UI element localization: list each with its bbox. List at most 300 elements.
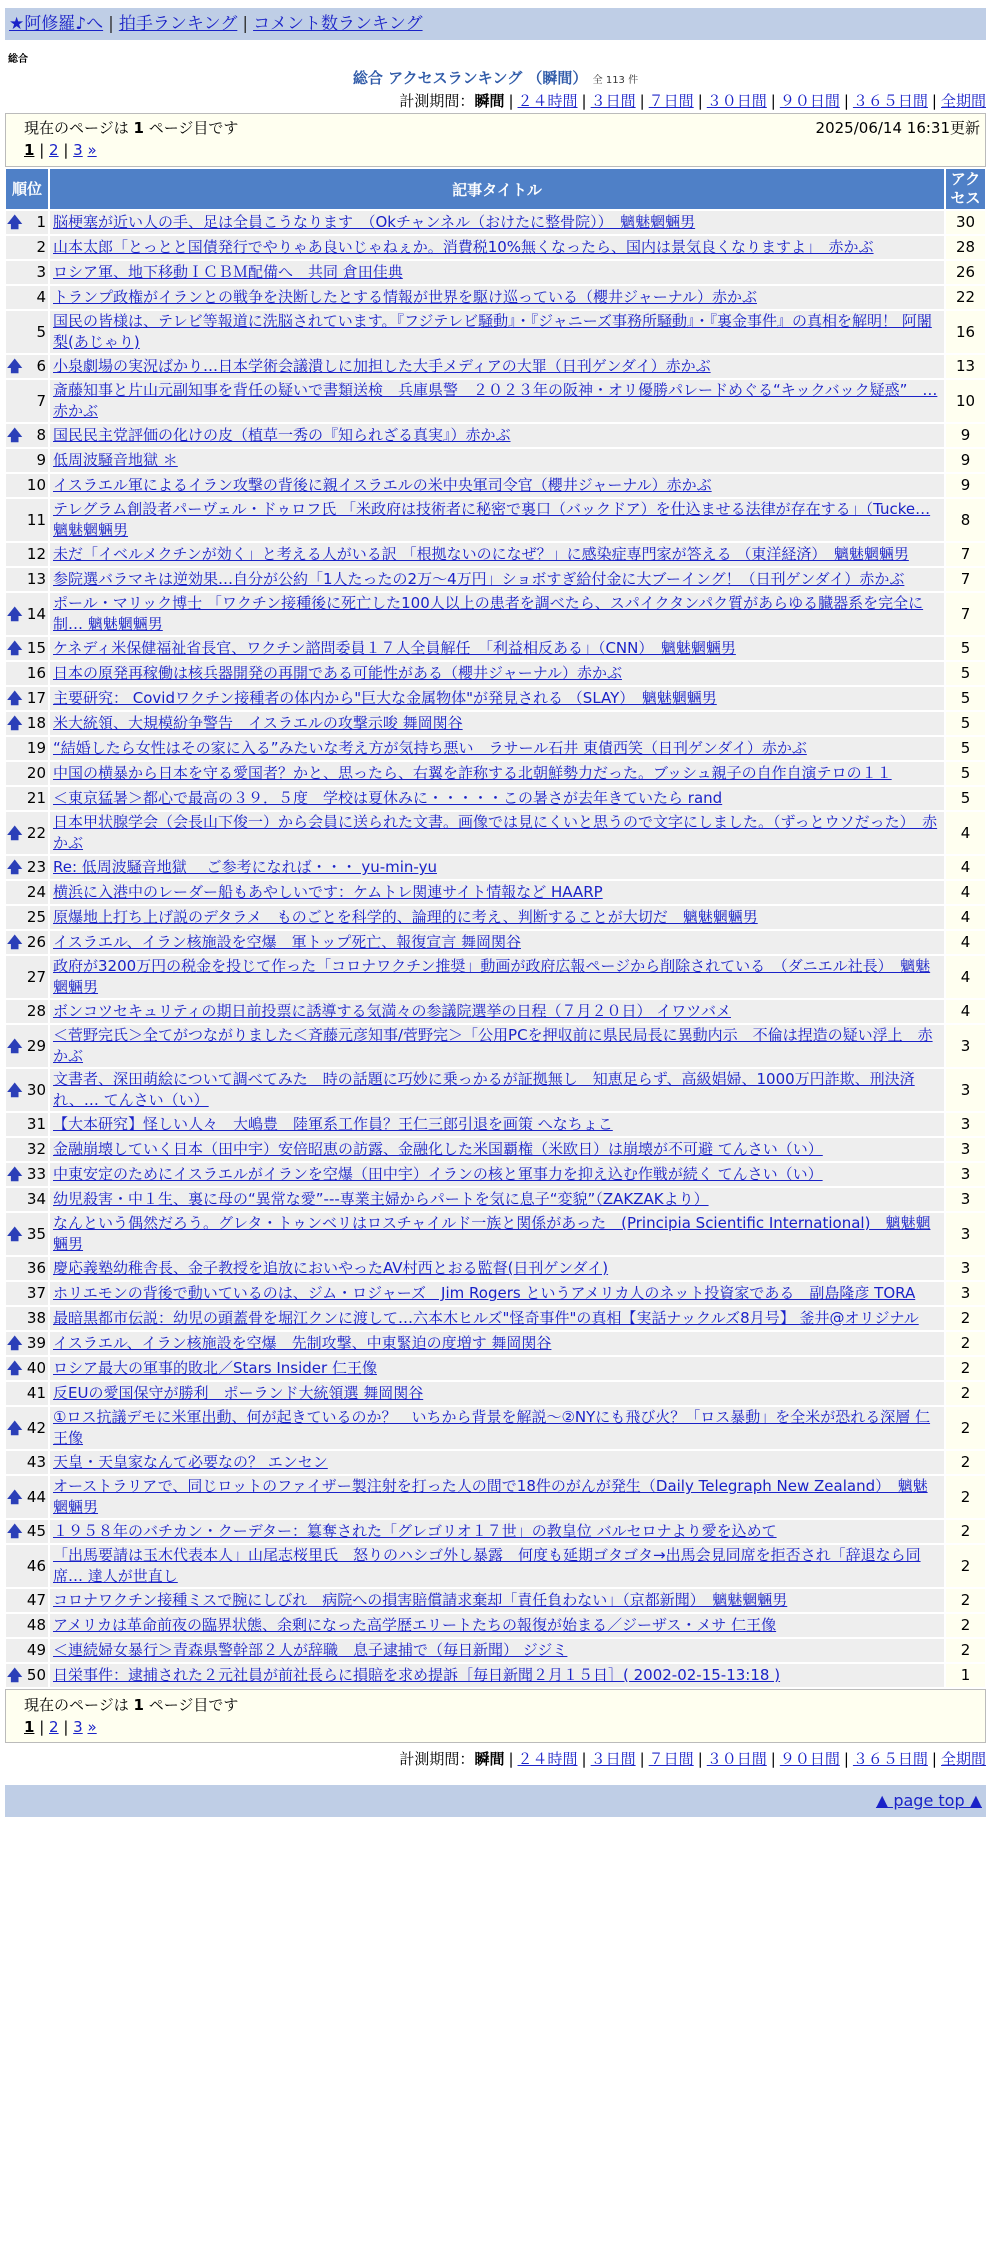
next-page-link[interactable]: » — [87, 1718, 97, 1736]
title-cell — [50, 1025, 944, 1067]
article-title-link[interactable]: 中国の横暴から日本を守る愛国者？かと、思ったら、右翼を詐称する北朝鮮勢力だった。ブッシュ親子の自作自演テロの１１ — [53, 764, 892, 782]
page-top-link[interactable]: ▲ page top ▲ — [875, 1791, 982, 1810]
rank-cell — [6, 1138, 48, 1161]
rank-cell — [6, 424, 48, 447]
rank-number: 46 — [26, 1556, 46, 1575]
period-current: 瞬間 — [474, 92, 505, 110]
rank-number: 49 — [26, 1641, 46, 1659]
rank-cell — [6, 236, 48, 259]
article-title-link[interactable]: コロナワクチン接種ミスで腕にしびれ 病院への損害賠償請求棄却「責任負わない」（京都新聞） 魑魅魍魎男 — [53, 1591, 788, 1609]
table-row — [6, 499, 985, 541]
rank-up-arrow-icon: 🡅 — [7, 213, 23, 231]
rank-number: 10 — [26, 476, 46, 494]
access-count: 26 — [946, 261, 985, 284]
table-header-row — [6, 169, 985, 209]
access-count: 16 — [946, 311, 985, 353]
rank-cell — [6, 1664, 48, 1687]
rank-cell — [6, 1614, 48, 1637]
rank-up-arrow-icon: 🡅 — [7, 689, 23, 707]
rank-cell — [6, 1476, 48, 1518]
access-count: 5 — [946, 762, 985, 785]
table-row — [6, 1545, 985, 1587]
rank-up-arrow-icon: 🡅 — [7, 933, 23, 951]
nav-separator: | — [108, 14, 114, 34]
article-title-link[interactable]: テレグラム創設者パーヴェル・ドゥロフ氏 「米政府は技術者に秘密で裏口（バックドア）を仕込ませる法律が存在する」（Tucke… 魑魅魍魎男 — [53, 500, 931, 539]
rank-column-header: 順位 — [6, 169, 48, 209]
article-title-link[interactable]: イスラエル、イラン核施設を空爆 先制攻撃、中東緊迫の度増す 舞岡関谷 — [53, 1334, 552, 1352]
category-label: 総合 — [8, 54, 28, 65]
table-row — [6, 1000, 985, 1023]
table-row — [6, 931, 985, 954]
rank-number: 24 — [26, 883, 46, 901]
period-separator: | — [639, 92, 645, 110]
period-option-link[interactable]: 全期間 — [940, 92, 986, 110]
table-row — [6, 568, 985, 591]
pagination-top — [24, 141, 97, 159]
rank-up-arrow-icon: 🡅 — [7, 1080, 23, 1099]
rank-cell — [6, 956, 48, 998]
rank-up-arrow-icon: 🡅 — [7, 1165, 23, 1183]
rank-cell — [6, 687, 48, 710]
period-option-link[interactable]: ７日間 — [648, 1750, 694, 1768]
asyura-home-link[interactable]: ★阿修羅♪へ — [9, 14, 104, 34]
rank-cell — [6, 931, 48, 954]
rank-cell — [6, 499, 48, 541]
article-title-link[interactable]: ホリエモンの背後で動いているのは、ジム・ロジャーズ Jim Rogers というアメリカ人のネット投資家である 副島隆彦 TORA — [53, 1284, 916, 1302]
pager-separator: | — [34, 141, 50, 159]
access-count: 22 — [946, 286, 985, 309]
clap-ranking-link[interactable]: 拍手ランキング — [118, 14, 238, 34]
period-option-link[interactable]: ３０日間 — [706, 92, 767, 110]
period-separator: | — [581, 1750, 587, 1768]
table-row — [6, 687, 985, 710]
article-title-link[interactable]: オーストラリアで、同じロットのファイザー製注射を打った人の間で18件のがんが発生（Daily Telegraph New Zealand） 魑魅魍魎男 — [53, 1477, 928, 1516]
rank-cell — [6, 261, 48, 284]
article-title-link[interactable]: 脳梗塞が近い人の手、足は全員こうなります （Okチャンネル（おけたに整骨院）） 魑魅魍魎男 — [53, 213, 696, 231]
table-row — [6, 286, 985, 309]
table-row — [6, 424, 985, 447]
access-count: 2 — [946, 1589, 985, 1612]
rank-up-arrow-icon: 🡅 — [7, 1418, 23, 1437]
article-title-link[interactable]: 国民の皆様は、テレビ等報道に洗脳されています。『フジテレビ騒動』・『ジャニーズ事務所騒動』・『裏金事件』の真相を解明！ 阿闍梨(あじゃり) — [53, 312, 932, 351]
period-option-link[interactable]: ３日間 — [590, 1750, 636, 1768]
rank-number: 39 — [26, 1334, 46, 1352]
table-row — [6, 956, 985, 998]
page-link[interactable]: 3 — [73, 141, 83, 159]
article-title-link[interactable]: 【大本研究】怪しい人々 大嶋豊 陸軍系工作員？王仁三郎引退を画策 へなちょこ — [53, 1115, 613, 1133]
table-row — [6, 1282, 985, 1305]
title-cell — [50, 380, 944, 422]
table-row — [6, 856, 985, 879]
article-title-link[interactable]: ケネディ米保健福祉省長官、ワクチン諮問委員１７人全員解任 「利益相反ある」（CNN） 魑魅魍魎男 — [53, 639, 736, 657]
table-row — [6, 380, 985, 422]
rank-cell — [6, 762, 48, 785]
rank-cell — [6, 737, 48, 760]
rank-cell — [6, 1213, 48, 1255]
table-row — [6, 812, 985, 854]
title-cell — [50, 1138, 944, 1161]
table-row — [6, 1382, 985, 1405]
rank-cell — [6, 1357, 48, 1380]
article-title-link[interactable]: 幼児殺害・中１生、裏に母の“異常な愛”---専業主婦からパートを気に息子“変貌”（ZAKZAKより） — [53, 1190, 709, 1208]
table-row — [6, 1407, 985, 1449]
access-count: 2 — [946, 1407, 985, 1449]
rank-number: 18 — [26, 714, 46, 732]
table-row — [6, 355, 985, 378]
title-cell — [50, 1545, 944, 1587]
access-count: 3 — [946, 1213, 985, 1255]
rank-cell — [6, 380, 48, 422]
access-count: 3 — [946, 1025, 985, 1067]
access-count: 4 — [946, 1000, 985, 1023]
article-title-link[interactable]: 米大統領、大規模紛争警告 イスラエルの攻撃示唆 舞岡関谷 — [53, 714, 463, 732]
rank-cell — [6, 1639, 48, 1662]
access-count: 30 — [946, 211, 985, 234]
title-cell — [50, 1589, 944, 1612]
rank-cell — [6, 543, 48, 566]
rank-cell — [6, 787, 48, 810]
title-cell — [50, 543, 944, 566]
article-title-link[interactable]: ロシア最大の軍事的敗北／Stars Insider 仁王像 — [53, 1359, 377, 1377]
rank-number: 19 — [26, 739, 46, 757]
article-title-link[interactable]: ロシア軍、地下移動ＩＣＢＭ配備へ 共同 倉田佳典 — [53, 263, 403, 281]
access-count: 4 — [946, 856, 985, 879]
rank-cell — [6, 712, 48, 735]
article-title-link[interactable]: 日本甲状腺学会（会長山下俊一）から会員に送られた文書。画像では見にくいと思うので文字にしました。（ずっとウソだった） 赤かぶ — [53, 813, 938, 852]
rank-number: 7 — [36, 391, 46, 410]
rank-cell — [6, 286, 48, 309]
page-info-bottom — [5, 1689, 986, 1743]
rank-number: 37 — [26, 1284, 46, 1302]
table-row — [6, 1664, 985, 1687]
rank-cell — [6, 1332, 48, 1355]
article-title-link[interactable]: 低周波騒音地獄 ＊ — [53, 451, 178, 469]
rank-number: 11 — [26, 510, 46, 529]
rank-number: 9 — [36, 451, 46, 469]
article-title-link[interactable]: １９５８年のバチカン・クーデター：簒奪された「グレゴリオ１７世」の教皇位 バルセロナより愛を込めて — [53, 1522, 777, 1540]
article-title-link[interactable]: 参院選バラマキは逆効果…自分が公約「1人たったの2万～4万円」ショボすぎ給付金に大ブーイング！（日刊ゲンダイ）赤かぶ — [53, 570, 905, 588]
title-cell — [50, 286, 944, 309]
access-count: 2 — [946, 1382, 985, 1405]
period-option-link[interactable]: ７日間 — [648, 92, 694, 110]
rank-cell — [6, 1282, 48, 1305]
rank-number: 31 — [26, 1115, 46, 1133]
rank-number: 6 — [36, 357, 46, 375]
rank-number: 17 — [26, 689, 46, 707]
title-cell — [50, 762, 944, 785]
rank-cell — [6, 1407, 48, 1449]
title-cell — [50, 355, 944, 378]
rank-up-arrow-icon: 🡅 — [7, 1522, 23, 1540]
table-row — [6, 543, 985, 566]
access-count: 2 — [946, 1545, 985, 1587]
page-link[interactable]: 3 — [73, 1718, 83, 1736]
period-label: 計測期間： — [399, 92, 475, 110]
title-cell — [50, 499, 944, 541]
current-page-number: 1 — [24, 1718, 35, 1736]
rank-number: 5 — [36, 322, 46, 341]
rank-up-arrow-icon: 🡅 — [7, 426, 23, 444]
table-row — [6, 1307, 985, 1330]
rank-number: 43 — [26, 1453, 46, 1471]
rank-up-arrow-icon: 🡅 — [7, 714, 23, 732]
title-cell — [50, 906, 944, 929]
title-cell — [50, 1382, 944, 1405]
table-row — [6, 1257, 985, 1280]
title-cell — [50, 1213, 944, 1255]
table-row — [6, 906, 985, 929]
title-column-header: 記事タイトル — [50, 169, 944, 209]
rank-cell — [6, 1451, 48, 1474]
table-row — [6, 637, 985, 660]
article-title-link[interactable]: 反EUの愛国保守が勝利 ポーランド大統領選 舞岡関谷 — [53, 1384, 424, 1402]
rank-number: 34 — [26, 1190, 46, 1208]
access-count: 3 — [946, 1138, 985, 1161]
title-cell — [50, 474, 944, 497]
article-title-link[interactable]: 「出馬要請は玉木代表本人」山尾志桜里氏 怒りのハシゴ外し暴露 何度も延期ゴタゴタ→出馬会見同席を拒否され「辞退なら同席… 達人が世直し — [53, 1546, 921, 1585]
table-row — [6, 1520, 985, 1543]
access-count: 7 — [946, 568, 985, 591]
article-title-link[interactable]: 慶応義塾幼稚舎長、金子教授を追放においやったAV村西とおる監督(日刊ゲンダイ) — [53, 1259, 609, 1277]
table-row — [6, 1113, 985, 1136]
period-separator: | — [843, 1750, 849, 1768]
table-row — [6, 737, 985, 760]
page-link[interactable]: 2 — [49, 141, 59, 159]
access-count: 2 — [946, 1357, 985, 1380]
period-option-link[interactable]: ９０日間 — [779, 92, 840, 110]
rank-cell — [6, 1188, 48, 1211]
page-link[interactable]: 2 — [49, 1718, 59, 1736]
table-row — [6, 1188, 985, 1211]
period-separator: | — [843, 92, 849, 110]
article-title-link[interactable]: 国民民主党評価の化けの皮（植草一秀の『知られざる真実』）赤かぶ — [53, 426, 511, 444]
access-count: 2 — [946, 1451, 985, 1474]
table-row — [6, 1025, 985, 1067]
rank-up-arrow-icon: 🡅 — [7, 1224, 23, 1243]
page-info-top — [5, 113, 986, 167]
period-separator: | — [581, 92, 587, 110]
article-title-link[interactable]: 日本の原発再稼働は核兵器開発の再開である可能性がある（櫻井ジャーナル）赤かぶ — [53, 664, 622, 682]
article-title-link[interactable]: ＜東京猛暑＞都心で最高の３９．５度 学校は夏休みに・・・・・この暑さが去年きていたら rand — [53, 789, 723, 807]
rank-up-arrow-icon: 🡅 — [7, 858, 23, 876]
article-title-link[interactable]: 山本太郎「とっとと国債発行でやりゃあ良いじゃねぇか。消費税10%無くなったら、国内は景気良くなりますよ」 赤かぶ — [53, 238, 874, 256]
page-title — [5, 67, 986, 89]
title-cell — [50, 881, 944, 904]
rank-cell — [6, 906, 48, 929]
article-title-link[interactable]: 斎藤知事と片山元副知事を背任の疑いで書類送検 兵庫県警 ２０２３年の阪神・オリ優勝パレードめぐる“キックバック疑惑” … 赤かぶ — [53, 381, 938, 420]
article-title-link[interactable]: 主要研究： Covidワクチン接種者の体内から"巨大な金属物体"が発見される （SLAY） 魑魅魍魎男 — [53, 689, 717, 707]
article-title-link[interactable]: アメリカは革命前夜の臨界状態、余剰になった高学歴エリートたちの報復が始まる／ジーザス・メサ 仁王像 — [53, 1616, 777, 1634]
article-title-link[interactable]: “結婚したら女性はその家に入る”みたいな考え方が気持ち悪い ラサール石井 東債西笑（日刊ゲンダイ）赤かぶ — [53, 739, 807, 757]
title-cell — [50, 1069, 944, 1111]
rank-cell — [6, 355, 48, 378]
rank-up-arrow-icon: 🡅 — [7, 1487, 23, 1506]
rank-number: 15 — [26, 639, 46, 657]
period-option-link[interactable]: ９０日間 — [779, 1750, 840, 1768]
table-row — [6, 662, 985, 685]
access-count: 5 — [946, 787, 985, 810]
title-cell — [50, 787, 944, 810]
table-row — [6, 311, 985, 353]
article-title-link[interactable]: 日栄事件：逮捕された２元社員が前社長らに損賠を求め提訴［毎日新聞２月１５日］( 2002-02-15-13:18 ) — [53, 1666, 781, 1684]
pager-separator: | — [58, 1718, 74, 1736]
rank-cell — [6, 1000, 48, 1023]
access-count: 2 — [946, 1520, 985, 1543]
title-cell — [50, 1113, 944, 1136]
table-row — [6, 1069, 985, 1111]
rank-number: 22 — [26, 823, 46, 842]
article-title-link[interactable]: 横浜に入港中のレーダー船もあやしいです：ケムトレ関連サイト情報など HAARP — [53, 883, 603, 901]
access-count: 2 — [946, 1332, 985, 1355]
current-page-number: 1 — [24, 141, 35, 159]
title-cell — [50, 662, 944, 685]
table-row — [6, 1213, 985, 1255]
title-cell — [50, 568, 944, 591]
rank-up-arrow-icon: 🡅 — [7, 823, 23, 842]
article-title-link[interactable]: 文書者、深田萌絵について調べてみた 時の話題に巧妙に乗っかるが証拠無し 知恵足らず、高級娼婦、1000万円詐欺、刑決済れ、… てんさい（い） — [53, 1070, 915, 1109]
rank-up-arrow-icon: 🡅 — [7, 357, 23, 375]
title-cell — [50, 687, 944, 710]
access-count: 3 — [946, 1257, 985, 1280]
rank-cell — [6, 812, 48, 854]
article-title-link[interactable]: ＜連続婦女暴行＞青森県警幹部２人が辞職 息子逮捕で（毎日新聞） ジジミ — [53, 1641, 568, 1659]
access-count: 4 — [946, 812, 985, 854]
article-title-link[interactable]: Re: 低周波騒音地獄 ご参考になれば・・・ yu-min-yu — [53, 858, 437, 876]
next-page-link[interactable]: » — [87, 141, 97, 159]
period-option-link[interactable]: ３６５日間 — [852, 1750, 928, 1768]
rank-number: 27 — [26, 967, 46, 986]
article-title-link[interactable]: 中東安定のためにイスラエルがイランを空爆（田中宇）イランの核と軍事力を抑え込む作戦が続く てんさい（い） — [53, 1165, 823, 1183]
access-count: 9 — [946, 449, 985, 472]
title-cell — [50, 712, 944, 735]
period-selector-top — [5, 89, 986, 113]
rank-up-arrow-icon: 🡅 — [7, 1334, 23, 1352]
rank-number: 35 — [26, 1224, 46, 1243]
access-count: 2 — [946, 1307, 985, 1330]
access-count: 4 — [946, 931, 985, 954]
article-title-link[interactable]: なんという偶然だろう。グレタ・トゥンベリはロスチャイルド一族と関係があった (Principia Scientific International) 魑魅魍魎男 — [53, 1214, 931, 1253]
period-separator: | — [697, 92, 703, 110]
access-count: 28 — [946, 236, 985, 259]
article-title-link[interactable]: 政府が3200万円の税金を投じて作った「コロナワクチン推奨」動画が政府広報ページから削除されている （ダニエル社長） 魑魅魍魎男 — [53, 957, 931, 996]
title-cell — [50, 1357, 944, 1380]
title-cell — [50, 449, 944, 472]
table-row — [6, 474, 985, 497]
period-option-link[interactable]: ２４時間 — [517, 1750, 578, 1768]
period-option-link[interactable]: ３０日間 — [706, 1750, 767, 1768]
rank-cell — [6, 1307, 48, 1330]
access-count: 5 — [946, 637, 985, 660]
rank-number: 2 — [36, 238, 46, 256]
title-cell — [50, 1307, 944, 1330]
pager-separator: | — [58, 141, 74, 159]
article-title-link[interactable]: ボンコツセキュリティの期日前投票に誘導する気満々の参議院選挙の日程（７月２０日） イワツバメ — [53, 1002, 731, 1020]
rank-number: 25 — [26, 908, 46, 926]
article-title-link[interactable]: 金融崩壊していく日本（田中宇）安倍昭恵の訪露、金融化した米国覇権（米欧日）は崩壊が不可避 てんさい（い） — [53, 1140, 823, 1158]
period-separator: | — [508, 1750, 514, 1768]
access-count: 1 — [946, 1664, 985, 1687]
table-row — [6, 1589, 985, 1612]
rank-cell — [6, 637, 48, 660]
rank-cell — [6, 474, 48, 497]
article-title-link[interactable]: トランプ政権がイランとの戦争を決断したとする情報が世界を駆け巡っている（櫻井ジャーナル）赤かぶ — [53, 288, 757, 306]
period-option-link[interactable]: ３日間 — [590, 92, 636, 110]
title-cell — [50, 1614, 944, 1637]
period-option-link[interactable]: 全期間 — [940, 1750, 986, 1768]
title-cell — [50, 261, 944, 284]
period-option-link[interactable]: ３６５日間 — [852, 92, 928, 110]
title-cell — [50, 424, 944, 447]
article-title-link[interactable]: 天皇・天皇家なんて必要なの？ エンセン — [53, 1453, 328, 1471]
access-count: 4 — [946, 906, 985, 929]
period-separator: | — [931, 92, 937, 110]
title-cell — [50, 311, 944, 353]
rank-number: 45 — [26, 1522, 46, 1540]
table-row — [6, 787, 985, 810]
rank-cell — [6, 1382, 48, 1405]
comment-ranking-link[interactable]: コメント数ランキング — [253, 14, 423, 34]
title-cell — [50, 1476, 944, 1518]
rank-number: 50 — [26, 1666, 46, 1684]
article-title-link[interactable]: イスラエル、イラン核施設を空爆 軍トップ死亡、報復宣言 舞岡関谷 — [53, 933, 521, 951]
rank-cell — [6, 662, 48, 685]
access-count: 5 — [946, 687, 985, 710]
title-cell — [50, 1451, 944, 1474]
title-cell — [50, 1163, 944, 1186]
table-row — [6, 762, 985, 785]
rank-number: 4 — [36, 288, 46, 306]
period-separator: | — [931, 1750, 937, 1768]
period-separator: | — [770, 1750, 776, 1768]
access-count: 2 — [946, 1476, 985, 1518]
period-selector-bottom — [5, 1747, 986, 1771]
title-cell — [50, 737, 944, 760]
table-row — [6, 211, 985, 234]
rank-up-arrow-icon: 🡅 — [7, 1359, 23, 1377]
article-title-link[interactable]: ポール・マリック博士 「ワクチン接種後に死亡した100人以上の患者を調べたら、スパイクタンパク質があらゆる臓器系を完全に制… 魑魅魍魎男 — [53, 594, 924, 633]
pagination-bottom — [24, 1718, 97, 1736]
access-count: 5 — [946, 662, 985, 685]
title-cell — [50, 593, 944, 635]
title-cell — [50, 1639, 944, 1662]
table-row — [6, 881, 985, 904]
access-count: 9 — [946, 424, 985, 447]
current-page-text: 現在のページは 1 ページ目です — [24, 119, 239, 137]
access-count: 9 — [946, 474, 985, 497]
rank-number: 47 — [26, 1591, 46, 1609]
article-title-link[interactable]: 最暗黒都市伝説：幼児の頭蓋骨を堀江クンに渡して…六本木ヒルズ"怪奇事件"の真相【実話ナックルズ8月号】 釜井@オリジナル — [53, 1309, 919, 1327]
access-column-header: アクセス — [946, 169, 985, 209]
access-count: 13 — [946, 355, 985, 378]
article-title-link[interactable]: イスラエル軍によるイラン攻撃の背後に親イスラエルの米中央軍司令官（櫻井ジャーナル）赤かぶ — [53, 476, 712, 494]
bottom-bar — [5, 1785, 986, 1817]
rank-cell — [6, 1257, 48, 1280]
rank-up-arrow-icon: 🡅 — [7, 1036, 23, 1055]
title-cell — [50, 1664, 944, 1687]
rank-number: 20 — [26, 764, 46, 782]
period-separator: | — [639, 1750, 645, 1768]
period-option-link[interactable]: ２４時間 — [517, 92, 578, 110]
article-title-link[interactable]: ＜菅野完氏＞全てがつながりました＜斉藤元彦知事/菅野完＞「公用PCを押収前に県民局長に異動内示 不倫は捏造の疑い浮上 赤かぶ — [53, 1026, 933, 1065]
rank-up-arrow-icon: 🡅 — [7, 1666, 23, 1684]
article-title-link[interactable]: 小泉劇場の実況ばかり…日本学術会議潰しに加担した大手メディアの大罪（日刊ゲンダイ）赤かぶ — [53, 357, 711, 375]
rank-cell — [6, 1163, 48, 1186]
rank-number: 21 — [26, 789, 46, 807]
article-title-link[interactable]: ①ロス抗議デモに米軍出動、何が起きているのか？ いちから背景を解説～②NYにも飛び火？「ロス暴動」を全米が恐れる深層 仁王像 — [53, 1408, 931, 1447]
article-title-link[interactable]: 未だ「イベルメクチンが効く」と考える人がいる訳 「根拠ないのになぜ？」に感染症専門家が答える （東洋経済） 魑魅魍魎男 — [53, 545, 909, 563]
access-count: 2 — [946, 1614, 985, 1637]
article-title-link[interactable]: 原爆地上打ち上げ説のデタラメ ものごとを科学的、論理的に考え、判断することが大切だ 魑魅魍魎男 — [53, 908, 758, 926]
